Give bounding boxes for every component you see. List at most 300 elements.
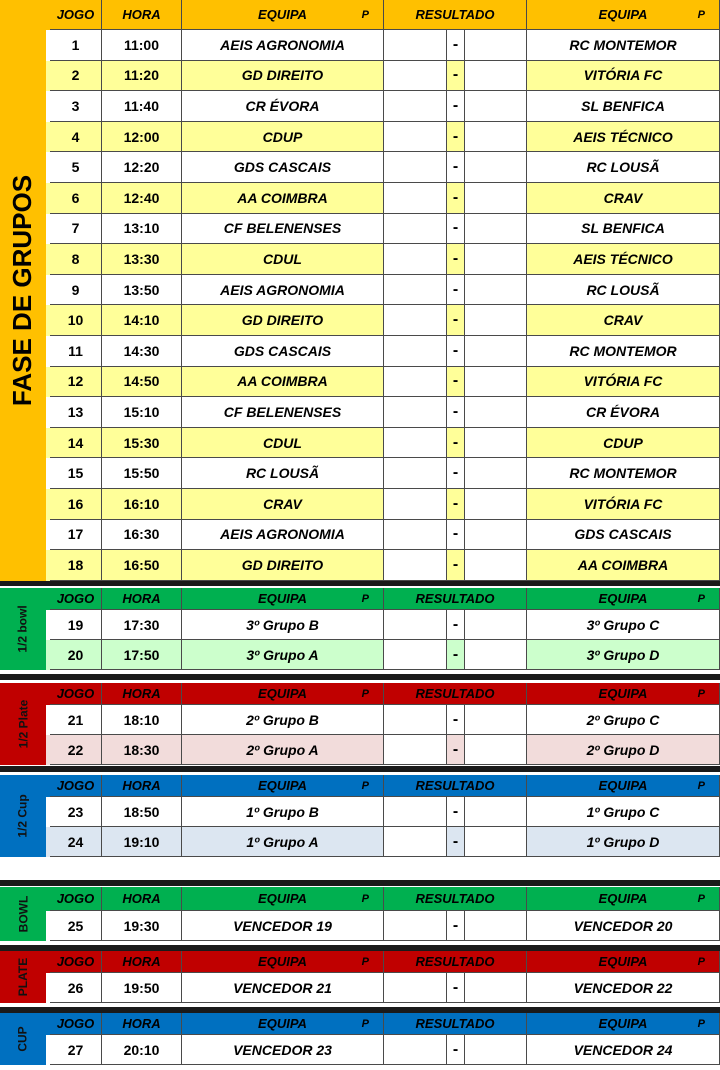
home-score-field[interactable] (384, 735, 447, 765)
score-separator-text: - (452, 494, 459, 512)
game-number (50, 520, 102, 551)
home-score-field[interactable] (384, 122, 447, 153)
home-score-field[interactable] (384, 30, 447, 61)
game-row (46, 122, 720, 153)
header-equipa-home-label: EQUIPA (258, 891, 307, 906)
home-team (182, 336, 384, 367)
away-score-field[interactable] (465, 91, 527, 122)
home-score-field[interactable] (384, 797, 447, 827)
game-number (50, 827, 102, 857)
games-table (46, 887, 720, 941)
header-jogo (50, 0, 102, 30)
score-separator (447, 336, 465, 367)
game-time-text: 13:30 (123, 250, 160, 267)
game-time (102, 797, 182, 827)
game-number-text: 10 (67, 312, 84, 329)
game-time-text: 18:30 (123, 741, 160, 758)
home-score-field[interactable] (384, 275, 447, 306)
game-number-text: 2 (71, 67, 80, 84)
home-team (182, 458, 384, 489)
home-score-field[interactable] (384, 305, 447, 336)
header-equipa-away (527, 1013, 720, 1035)
home-team-text: CR ÉVORA (245, 97, 320, 114)
header-jogo (50, 951, 102, 973)
score-separator-text: - (452, 341, 459, 359)
game-time (102, 973, 182, 1003)
game-row (46, 91, 720, 122)
away-team (527, 367, 720, 398)
game-time (102, 489, 182, 520)
away-score-field[interactable] (465, 489, 527, 520)
header-resultado-label: RESULTADO (415, 1016, 495, 1031)
home-team-text: CRAV (263, 495, 302, 512)
game-number (50, 91, 102, 122)
away-team (527, 610, 720, 640)
game-time-text: 11:20 (123, 67, 160, 84)
header-equipa-away (527, 951, 720, 973)
header-resultado-label: RESULTADO (415, 686, 495, 701)
header-resultado (384, 683, 527, 705)
header-jogo-label: JOGO (56, 954, 95, 969)
game-time (102, 183, 182, 214)
home-score-field[interactable] (384, 214, 447, 245)
header-points-label: P (361, 8, 369, 21)
game-row (46, 336, 720, 367)
home-team (182, 797, 384, 827)
score-separator-text: - (452, 916, 459, 934)
away-score-field[interactable] (465, 397, 527, 428)
away-score-field[interactable] (465, 735, 527, 765)
game-row (46, 973, 720, 1003)
away-score-field[interactable] (465, 122, 527, 153)
game-row (46, 797, 720, 827)
away-score-field[interactable] (465, 610, 527, 640)
games-table (46, 775, 720, 857)
away-score-field[interactable] (465, 61, 527, 92)
home-team-text: AEIS AGRONOMIA (220, 281, 345, 298)
game-number-text: 20 (67, 646, 84, 663)
header-equipa-away-label: EQUIPA (598, 591, 648, 606)
header-resultado (384, 775, 527, 797)
game-time-text: 14:50 (123, 373, 160, 390)
away-score-field[interactable] (465, 827, 527, 857)
score-separator-text: - (452, 188, 459, 206)
game-row (46, 305, 720, 336)
away-score-field[interactable] (465, 275, 527, 306)
game-number (50, 30, 102, 61)
game-number (50, 183, 102, 214)
score-separator-text: - (452, 525, 459, 543)
game-number (50, 735, 102, 765)
games-table (46, 951, 720, 1003)
game-number (50, 122, 102, 153)
game-number-text: 15 (67, 465, 84, 482)
away-team (527, 183, 720, 214)
schedule-section (0, 683, 720, 765)
away-score-field[interactable] (465, 244, 527, 275)
game-row (46, 735, 720, 765)
section-divider (0, 580, 720, 586)
home-team (182, 640, 384, 670)
game-time-text: 17:50 (123, 646, 160, 663)
game-number-text: 3 (71, 97, 80, 114)
home-score-field[interactable] (384, 244, 447, 275)
home-team (182, 705, 384, 735)
score-separator-text: - (452, 35, 459, 53)
header-hora-label: HORA (122, 7, 161, 22)
game-time (102, 397, 182, 428)
home-team-text: 2º Grupo A (246, 741, 319, 758)
header-equipa-home-label: EQUIPA (258, 591, 307, 606)
game-time-text: 12:00 (123, 128, 160, 145)
away-score-field[interactable] (465, 520, 527, 551)
game-number (50, 797, 102, 827)
section-divider (0, 674, 720, 680)
game-time (102, 305, 182, 336)
game-number (50, 367, 102, 398)
home-team (182, 911, 384, 941)
away-score-field[interactable] (465, 973, 527, 1003)
game-number-text: 12 (67, 373, 84, 390)
game-number-text: 11 (68, 342, 83, 359)
game-row (46, 550, 720, 581)
score-separator-text: - (452, 740, 459, 758)
score-separator (447, 640, 465, 670)
away-team-text: 2º Grupo C (586, 711, 660, 728)
away-score-field[interactable] (465, 1035, 527, 1065)
away-score-field[interactable] (465, 797, 527, 827)
games-table (46, 588, 720, 670)
game-row (46, 275, 720, 306)
home-team-text: GDS CASCAIS (233, 342, 332, 359)
score-separator-text: - (452, 249, 459, 267)
score-separator (447, 214, 465, 245)
header-jogo-label: JOGO (56, 591, 95, 606)
game-number-text: 9 (71, 281, 80, 298)
score-separator (447, 428, 465, 459)
games-table (46, 1013, 720, 1065)
section-title: BOWL (16, 895, 30, 933)
header-equipa-home-label: EQUIPA (258, 1016, 307, 1031)
away-team-text: VITÓRIA FC (583, 495, 663, 512)
header-points-label: P (361, 1017, 369, 1030)
away-team-text: GDS CASCAIS (574, 526, 672, 543)
score-separator (447, 911, 465, 941)
header-equipa-home (182, 887, 384, 911)
games-table (46, 683, 720, 765)
table-header (46, 951, 720, 973)
home-score-field[interactable] (384, 428, 447, 459)
section-side-label (0, 951, 46, 1003)
away-team (527, 152, 720, 183)
home-score-field[interactable] (384, 152, 447, 183)
game-row (46, 705, 720, 735)
home-score-field[interactable] (384, 367, 447, 398)
game-time-text: 11:00 (123, 36, 160, 53)
header-hora (102, 951, 182, 973)
game-time (102, 122, 182, 153)
home-team (182, 550, 384, 581)
section-title: 1/2 Plate (16, 699, 31, 749)
section-title: 1/2 Cup (16, 794, 30, 838)
game-row (46, 367, 720, 398)
game-time (102, 428, 182, 459)
header-points-label: P (361, 687, 369, 700)
game-time-text: 19:30 (123, 917, 160, 934)
game-row (46, 152, 720, 183)
away-team (527, 275, 720, 306)
away-score-field[interactable] (465, 428, 527, 459)
away-score-field[interactable] (465, 336, 527, 367)
score-separator (447, 30, 465, 61)
header-points-label: P (697, 892, 705, 905)
header-jogo (50, 887, 102, 911)
score-separator (447, 705, 465, 735)
game-time-text: 18:50 (123, 803, 160, 820)
header-equipa-away-label: EQUIPA (598, 891, 648, 906)
game-time (102, 30, 182, 61)
score-separator-text: - (452, 710, 459, 728)
home-team-text: 1º Grupo B (246, 803, 319, 820)
game-number-text: 27 (67, 1041, 84, 1058)
away-team (527, 705, 720, 735)
header-resultado (384, 588, 527, 610)
away-team (527, 244, 720, 275)
game-time-text: 15:30 (123, 434, 160, 451)
score-separator-text: - (452, 645, 459, 663)
away-team-text: VITÓRIA FC (583, 373, 663, 390)
game-number-text: 25 (67, 917, 84, 934)
game-time (102, 152, 182, 183)
header-points-label: P (697, 687, 705, 700)
score-separator (447, 91, 465, 122)
away-team-text: RC LOUSÃ (586, 281, 660, 298)
home-score-field[interactable] (384, 397, 447, 428)
header-jogo-label: JOGO (56, 891, 95, 906)
away-team-text: AEIS TÉCNICO (573, 128, 673, 145)
home-score-field[interactable] (384, 520, 447, 551)
game-number (50, 610, 102, 640)
away-score-field[interactable] (465, 183, 527, 214)
header-resultado-label: RESULTADO (415, 954, 495, 969)
game-time-text: 19:50 (123, 979, 160, 996)
header-equipa-home (182, 683, 384, 705)
header-equipa-home (182, 588, 384, 610)
header-jogo-label: JOGO (56, 686, 95, 701)
away-score-field[interactable] (465, 458, 527, 489)
home-score-field[interactable] (384, 610, 447, 640)
home-team (182, 152, 384, 183)
home-score-field[interactable] (384, 183, 447, 214)
header-resultado-label: RESULTADO (415, 7, 495, 22)
score-separator-text: - (452, 372, 459, 390)
away-team (527, 1035, 720, 1065)
away-team-text: VENCEDOR 22 (573, 979, 673, 996)
header-resultado (384, 887, 527, 911)
header-jogo (50, 683, 102, 705)
away-team (527, 827, 720, 857)
score-separator (447, 275, 465, 306)
score-separator (447, 610, 465, 640)
games-table (46, 0, 720, 581)
home-team (182, 827, 384, 857)
game-number-text: 5 (71, 159, 80, 176)
away-team-text: 1º Grupo C (586, 803, 660, 820)
game-row (46, 458, 720, 489)
score-separator (447, 367, 465, 398)
score-separator (447, 152, 465, 183)
header-jogo-label: JOGO (56, 1016, 95, 1031)
table-header (46, 683, 720, 705)
game-time-text: 17:30 (123, 616, 160, 633)
away-team (527, 458, 720, 489)
game-time (102, 275, 182, 306)
home-score-field[interactable] (384, 336, 447, 367)
header-hora (102, 1013, 182, 1035)
score-separator-text: - (452, 158, 459, 176)
section-side-label (0, 887, 46, 941)
game-time-text: 16:50 (123, 556, 160, 573)
score-separator (447, 973, 465, 1003)
home-score-field[interactable] (384, 489, 447, 520)
score-separator-text: - (452, 802, 459, 820)
game-time-text: 16:10 (123, 495, 160, 512)
game-time (102, 911, 182, 941)
score-separator (447, 1035, 465, 1065)
away-team (527, 520, 720, 551)
home-team (182, 367, 384, 398)
away-score-field[interactable] (465, 911, 527, 941)
header-hora (102, 683, 182, 705)
away-team (527, 640, 720, 670)
game-number-text: 26 (67, 979, 84, 996)
game-time (102, 244, 182, 275)
section-side-label (0, 775, 46, 857)
header-points-label: P (361, 955, 369, 968)
header-jogo-label: JOGO (56, 7, 95, 22)
home-score-field[interactable] (384, 550, 447, 581)
away-score-field[interactable] (465, 214, 527, 245)
game-number (50, 458, 102, 489)
away-score-field[interactable] (465, 30, 527, 61)
home-score-field[interactable] (384, 705, 447, 735)
header-points-label: P (697, 1017, 705, 1030)
home-score-field[interactable] (384, 640, 447, 670)
game-time (102, 61, 182, 92)
home-team-text: 3º Grupo A (246, 646, 319, 663)
header-jogo (50, 588, 102, 610)
header-equipa-away (527, 588, 720, 610)
game-number (50, 973, 102, 1003)
home-score-field[interactable] (384, 458, 447, 489)
home-team (182, 428, 384, 459)
home-team-text: 2º Grupo B (246, 711, 319, 728)
home-team-text: GD DIREITO (241, 556, 324, 573)
header-resultado-label: RESULTADO (415, 591, 495, 606)
home-score-field[interactable] (384, 973, 447, 1003)
header-equipa-home (182, 1013, 384, 1035)
away-team-text: CRAV (603, 312, 643, 329)
away-score-field[interactable] (465, 367, 527, 398)
away-team-text: RC MONTEMOR (569, 465, 677, 482)
away-team (527, 61, 720, 92)
away-team (527, 122, 720, 153)
home-team-text: CDUL (263, 434, 302, 451)
header-points-label: P (697, 955, 705, 968)
home-team-text: CF BELENENSES (223, 220, 342, 237)
table-header (46, 887, 720, 911)
away-score-field[interactable] (465, 152, 527, 183)
game-number-text: 8 (71, 250, 80, 267)
home-team-text: GDS CASCAIS (233, 159, 332, 176)
game-number (50, 152, 102, 183)
header-hora-label: HORA (122, 1016, 161, 1031)
game-time (102, 550, 182, 581)
game-number (50, 336, 102, 367)
home-score-field[interactable] (384, 61, 447, 92)
home-team (182, 397, 384, 428)
home-score-field[interactable] (384, 911, 447, 941)
home-team-text: VENCEDOR 19 (233, 917, 332, 934)
header-hora (102, 588, 182, 610)
game-row (46, 428, 720, 459)
score-separator (447, 797, 465, 827)
game-number-text: 23 (67, 803, 84, 820)
game-row (46, 397, 720, 428)
table-header (46, 775, 720, 797)
home-team (182, 305, 384, 336)
home-score-field[interactable] (384, 91, 447, 122)
game-number-text: 7 (71, 220, 80, 237)
game-time (102, 610, 182, 640)
away-team-text: RC MONTEMOR (569, 36, 677, 53)
score-separator (447, 520, 465, 551)
score-separator-text: - (452, 96, 459, 114)
home-score-field[interactable] (384, 1035, 447, 1065)
home-team-text: CF BELENENSES (223, 403, 342, 420)
game-time-text: 12:20 (123, 159, 160, 176)
away-team (527, 214, 720, 245)
score-separator-text: - (452, 1040, 459, 1058)
score-separator-text: - (452, 280, 459, 298)
game-number (50, 428, 102, 459)
game-row (46, 520, 720, 551)
away-score-field[interactable] (465, 305, 527, 336)
away-score-field[interactable] (465, 640, 527, 670)
away-score-field[interactable] (465, 705, 527, 735)
away-team (527, 336, 720, 367)
home-team (182, 183, 384, 214)
schedule-section (0, 775, 720, 857)
away-score-field[interactable] (465, 550, 527, 581)
header-equipa-home (182, 0, 384, 30)
score-separator-text: - (452, 615, 459, 633)
home-team-text: CDUL (263, 250, 302, 267)
score-separator-text: - (452, 832, 459, 850)
game-number (50, 640, 102, 670)
away-team-text: RC LOUSÃ (586, 159, 660, 176)
away-team (527, 428, 720, 459)
game-row (46, 489, 720, 520)
score-separator (447, 550, 465, 581)
game-row (46, 183, 720, 214)
header-hora-label: HORA (122, 891, 161, 906)
home-score-field[interactable] (384, 827, 447, 857)
header-equipa-away-label: EQUIPA (598, 954, 648, 969)
game-number (50, 275, 102, 306)
schedule-section (0, 1013, 720, 1065)
game-number (50, 1035, 102, 1065)
